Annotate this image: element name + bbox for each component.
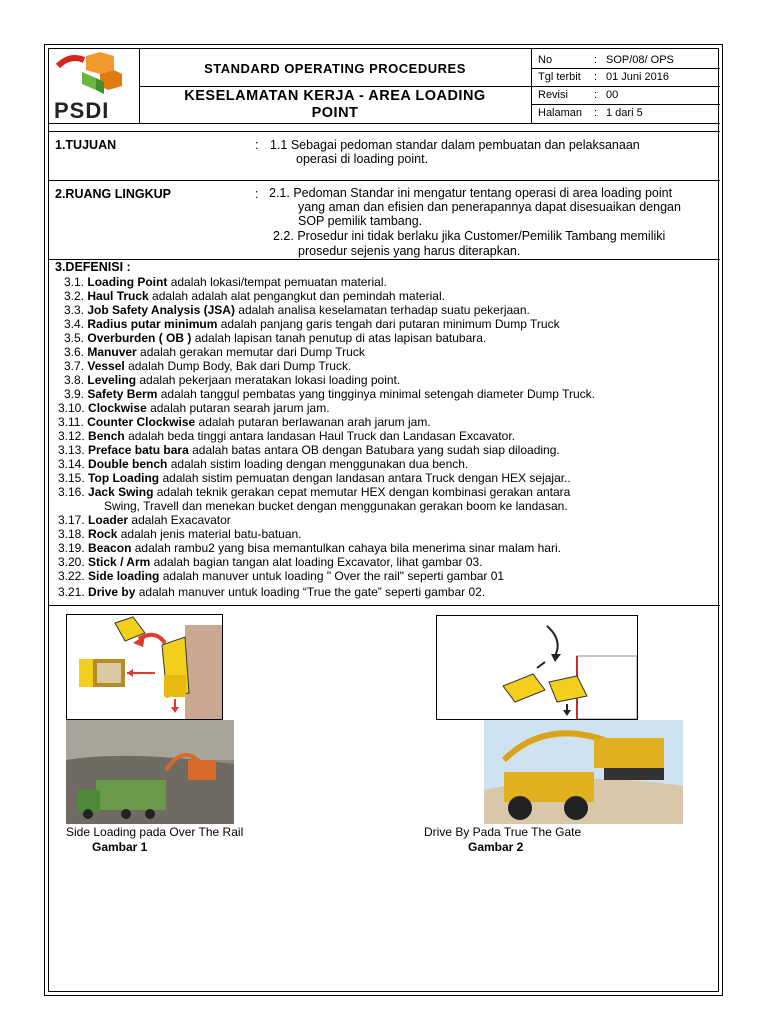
definition-item [64,359,351,373]
definition-item [64,387,595,401]
definition-text: adalah tanggul pembatas yang tingginya minimal setengah diameter Dump Truck. [157,387,595,401]
meta-page-value: 1 dari 5 [606,107,643,119]
definition-number: 3.22. [58,569,85,583]
definition-text: adalah manuver untuk loading “True the gate” seperti gambar 02. [135,585,486,599]
meta-date-value: 01 Juni 2016 [606,71,669,83]
ruang-sep: : [255,187,259,201]
definition-text: adalah sistim pemuatan dengan landasan antara Truck dengan HEX sejajar.. [159,471,571,485]
meta-revision-label: Revisi [538,89,568,101]
definition-term: Preface batu bara [88,443,189,457]
meta-revision-value: 00 [606,89,619,101]
definition-term: Clockwise [88,401,147,415]
definition-term: Side loading [88,569,160,583]
definition-item [64,303,530,317]
definition-term: Jack Swing [88,485,154,499]
meta-row-divider-3 [531,104,720,105]
definition-text: adalah teknik gerakan cepat memutar HEX dengan kombinasi gerakan antara [153,485,571,499]
definition-text: adalah panjang garis tengah dari putaran minimum Dump Truck [217,317,560,331]
ruang-line1: 2.1. Pedoman Standar ini mengatur tentang operasi di area loading point [269,186,673,200]
tujuan-sep: : [255,138,259,152]
definition-term: Beacon [88,541,132,555]
definition-text: adalah beda tinggi antara landasan Haul Truck dan Landasan Excavator. [124,429,516,443]
definition-number: 3.8. [64,373,85,387]
definition-term: Double bench [88,457,168,471]
definition-term: Leveling [87,373,137,387]
definition-item [64,275,387,289]
definition-term: Rock [88,527,118,541]
definition-item [64,331,486,345]
definition-number: 3.3. [64,303,85,317]
document-type-title: STANDARD OPERATING PROCEDURES [204,61,466,76]
figures-top-rule [48,605,720,606]
definition-text: adalah analisa keselamatan terhadap suatu pekerjaan. [234,303,530,317]
ruang-line2: yang aman dan efisien dan penerapannya dapat disesuaikan dengan [298,200,681,214]
definition-item [64,345,365,359]
definition-term: Safety Berm [87,387,158,401]
definition-term: Drive by [88,585,136,599]
drive-by-diagram [436,615,638,720]
definition-number: 3.11. [58,415,84,429]
definition-item [58,415,431,429]
definition-item [58,513,231,527]
definition-number: 3.17. [58,513,85,527]
figure-2-label: Gambar 2 [468,840,524,854]
meta-page-sep: : [594,107,598,119]
definition-text: adalah sistim loading dengan menggunakan dua bench. [167,457,469,471]
definition-number: 3.18. [58,527,85,541]
definition-item [64,317,560,331]
definition-number: 3.14. [58,457,85,471]
ruang-line5: prosedur sejenis yang harus diterapkan. [298,244,521,258]
definition-item [104,499,568,513]
definition-text: adalah putaran berlawanan arah jarum jam. [195,415,431,429]
definition-number: 3.4. [64,317,85,331]
header-bottom-rule [48,123,720,124]
meta-date-sep: : [594,71,598,83]
psdi-logo [52,52,136,122]
side-loading-photo [66,720,234,824]
definition-item [58,541,561,555]
header-title-divider [139,86,532,87]
side-loading-diagram [66,614,223,720]
definition-number: 3.19. [58,541,85,555]
definition-term: Stick / Arm [88,555,151,569]
definition-item [58,457,468,471]
figure-1-caption: Side Loading pada Over The Rail [66,825,244,839]
section3-top-rule [48,259,720,260]
definition-number: 3.15. [58,471,85,485]
definition-text: adalah putaran searah jarum jam. [146,401,330,415]
definition-term: Manuver [87,345,137,359]
definition-item [58,429,515,443]
definition-item [58,471,571,485]
definition-number: 3.9. [64,387,85,401]
logo-text: PSDI [54,98,110,123]
definition-item [58,569,504,583]
definition-term: Bench [88,429,125,443]
definition-number: 3.10. [58,401,85,415]
definition-number: 3.12. [58,429,85,443]
document-title-line1: KESELAMATAN KERJA - AREA LOADING [184,88,486,104]
definition-term: Job Safety Analysis (JSA) [87,303,235,317]
meta-row-divider-2 [531,86,720,87]
definition-number: 3.21. [58,585,85,599]
drive-by-photo [484,720,683,824]
definition-item [58,401,330,415]
meta-no-value: SOP/08/ OPS [606,54,674,66]
definition-term: Loading Point [87,275,168,289]
definition-item [64,289,445,303]
definition-item [58,485,570,499]
definition-text: adalah bagian tangan alat loading Excavator, lihat gambar 03. [150,555,483,569]
definition-text: adalah adalah alat pengangkut dan pemindah material. [148,289,445,303]
definition-text: adalah lokasi/tempat pemuatan material. [167,275,387,289]
figure-2-caption: Drive By Pada True The Gate [424,825,582,839]
definition-number: 3.16. [58,485,85,499]
definition-term: Overburden ( OB ) [87,331,192,345]
definition-text: adalah manuver untuk loading " Over the rail" seperti gambar 01 [159,569,505,583]
definition-text: adalah rambu2 yang bisa memantulkan cahaya bila menerima sinar malam hari. [131,541,561,555]
definition-item [64,373,400,387]
meta-no-label: No [538,54,553,66]
definition-number: 3.1. [64,275,85,289]
definition-number: 3.7. [64,359,85,373]
ruang-line4: 2.2. Prosedur ini tidak berlaku jika Customer/Pemilik Tambang memiliki [273,229,666,243]
meta-revision-sep: : [594,89,598,101]
definition-text: adalah batas antara OB dengan Batubara yang sudah siap diloading. [188,443,560,457]
figure-1-label: Gambar 1 [92,840,148,854]
tujuan-line1: 1.1 Sebagai pedoman standar dalam pembuatan dan pelaksanaan [270,138,640,152]
definition-number: 3.6. [64,345,85,359]
tujuan-line2: operasi di loading point. [296,152,429,166]
definition-item [58,527,302,541]
definition-text: adalah gerakan memutar dari Dump Truck [136,345,365,359]
definition-term: Haul Truck [87,289,149,303]
definition-text: adalah pekerjaan meratakan lokasi loading point. [136,373,401,387]
tujuan-label: 1.TUJUAN [55,138,117,152]
section2-top-rule [48,180,720,181]
definition-term: Vessel [87,359,125,373]
document-title-line2: POINT [311,105,359,121]
definition-text: adalah Dump Body, Bak dari Dump Truck. [124,359,352,373]
definition-term: Counter Clockwise [87,415,196,429]
definition-term: Radius putar minimum [87,317,218,331]
definition-term: Loader [88,513,129,527]
definition-number: 3.2. [64,289,85,303]
definition-number: 3.20. [58,555,85,569]
definition-term: Top Loading [88,471,160,485]
definition-item [58,585,485,599]
defenisi-label: 3.DEFENISI : [55,260,131,274]
definition-text: adalah lapisan tanah penutup di atas lapisan batubara. [191,331,487,345]
definition-text: adalah jenis material batu-batuan. [117,527,302,541]
definition-text: adalah Exacavator [128,513,231,527]
section1-top-rule [48,131,720,132]
ruang-lingkup-label: 2.RUANG LINGKUP [55,187,171,201]
definition-item [58,443,560,457]
definition-number: 3.13. [58,443,85,457]
meta-date-label: Tgl terbit [538,71,581,83]
meta-row-divider-1 [531,68,720,69]
definition-text: Swing, Travell dan menekan bucket dengan menggunakan gerakan boom ke landasan. [104,499,568,513]
definition-number: 3.5. [64,331,85,345]
meta-no-sep: : [594,54,598,66]
definition-item [58,555,483,569]
ruang-line3: SOP pemilik tambang. [298,214,423,228]
meta-page-label: Halaman [538,107,583,119]
